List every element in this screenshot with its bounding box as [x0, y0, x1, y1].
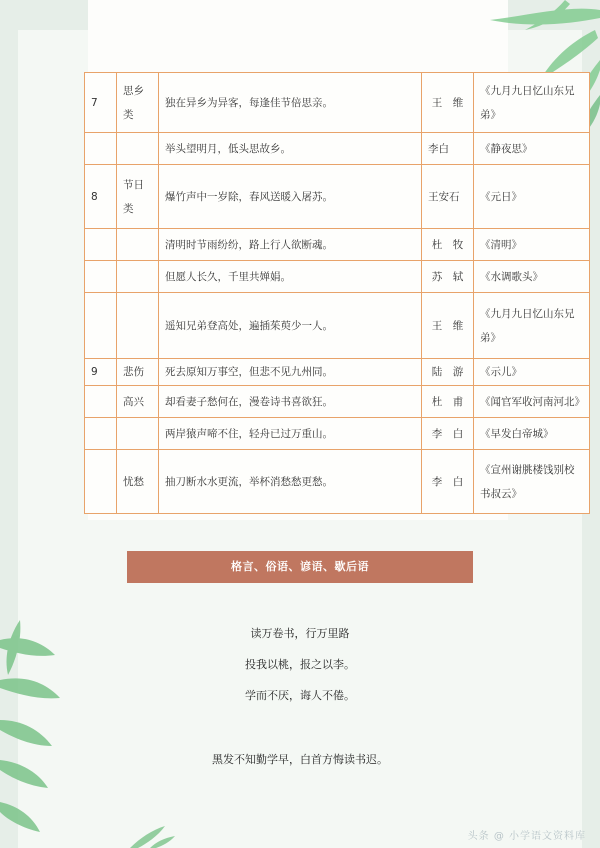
saying-line: 读万卷书，行万里路 — [250, 627, 350, 640]
row-number — [85, 418, 117, 450]
author-cell: 杜 甫 — [422, 386, 474, 418]
table-row — [85, 418, 590, 450]
table-row — [85, 261, 590, 293]
author-cell: 苏 轼 — [422, 261, 474, 293]
row-number — [85, 293, 117, 359]
row-number: 7 — [85, 73, 117, 133]
poems-table — [84, 72, 590, 514]
poem-line-cell: 爆竹声中一岁除，春风送暖入屠苏。 — [159, 165, 422, 229]
category-cell — [117, 165, 159, 229]
leaf-decoration-bottom-left — [0, 620, 90, 848]
poem-line-cell: 但愿人长久，千里共婵娟。 — [159, 261, 422, 293]
title-cell: 《静夜思》 — [474, 133, 590, 165]
row-number — [85, 450, 117, 514]
author-cell: 李白 — [422, 133, 474, 165]
leaf-decoration-bottom-center — [120, 820, 180, 848]
category-cell — [117, 73, 159, 133]
category-cell — [117, 261, 159, 293]
title-cell — [474, 293, 590, 359]
table-row — [85, 386, 590, 418]
poem-line-cell: 举头望明月，低头思故乡。 — [159, 133, 422, 165]
title-cell — [474, 73, 590, 133]
author-cell: 王 维 — [422, 293, 474, 359]
row-number — [85, 261, 117, 293]
section-banner: 格言、俗语、谚语、歇后语 — [127, 551, 473, 583]
category-cell — [117, 293, 159, 359]
table-row — [85, 359, 590, 386]
author-cell: 陆 游 — [422, 359, 474, 386]
table-row — [85, 450, 590, 514]
row-number — [85, 229, 117, 261]
row-number — [85, 133, 117, 165]
author-cell: 王安石 — [422, 165, 474, 229]
table-row — [85, 293, 590, 359]
title-label: 《宣州谢朓楼饯别校书叔云》 — [480, 463, 575, 500]
poem-line-cell: 两岸猿声啼不住，轻舟已过万重山。 — [159, 418, 422, 450]
row-number: 8 — [85, 165, 117, 229]
title-cell: 《元日》 — [474, 165, 590, 229]
poem-line-cell: 清明时节雨纷纷，路上行人欲断魂。 — [159, 229, 422, 261]
category-cell: 悲伤 — [117, 359, 159, 386]
poem-line-cell: 遥知兄弟登高处，遍插茱萸少一人。 — [159, 293, 422, 359]
table-row — [85, 165, 590, 229]
category-cell: 忧愁 — [117, 450, 159, 514]
title-cell: 《清明》 — [474, 229, 590, 261]
title-cell: 《闻官军收河南河北》 — [474, 386, 590, 418]
category-label: 思乡类 — [123, 84, 144, 121]
title-cell: 《示儿》 — [474, 359, 590, 386]
title-cell: 《早发白帝城》 — [474, 418, 590, 450]
saying-line: 投我以桃，报之以李。 — [245, 658, 355, 671]
category-cell — [117, 229, 159, 261]
table-row — [85, 133, 590, 165]
category-cell — [117, 418, 159, 450]
poem-line-cell: 独在异乡为异客，每逢佳节倍思亲。 — [159, 73, 422, 133]
category-cell — [117, 133, 159, 165]
row-number — [85, 386, 117, 418]
category-cell: 高兴 — [117, 386, 159, 418]
category-label: 节日类 — [123, 178, 144, 215]
author-cell: 李 白 — [422, 450, 474, 514]
watermark: 头条 @ 小学语文资料库 — [467, 831, 586, 842]
title-cell: 《水调歌头》 — [474, 261, 590, 293]
title-label: 《九月九日忆山东兄弟》 — [480, 307, 575, 344]
row-number: 9 — [85, 359, 117, 386]
poem-line-cell: 死去原知万事空，但悲不见九州同。 — [159, 359, 422, 386]
author-cell: 杜 牧 — [422, 229, 474, 261]
poem-line-cell: 抽刀断水水更流，举杯消愁愁更愁。 — [159, 450, 422, 514]
saying-line: 黑发不知勤学早，白首方悔读书迟。 — [212, 753, 388, 766]
table-row — [85, 229, 590, 261]
poem-line-cell: 却看妻子愁何在，漫卷诗书喜欲狂。 — [159, 386, 422, 418]
table-row — [85, 73, 590, 133]
title-cell — [474, 450, 590, 514]
author-cell: 李 白 — [422, 418, 474, 450]
saying-line: 学而不厌，诲人不倦。 — [245, 689, 355, 702]
title-label: 《九月九日忆山东兄弟》 — [480, 84, 575, 121]
author-cell: 王 维 — [422, 73, 474, 133]
